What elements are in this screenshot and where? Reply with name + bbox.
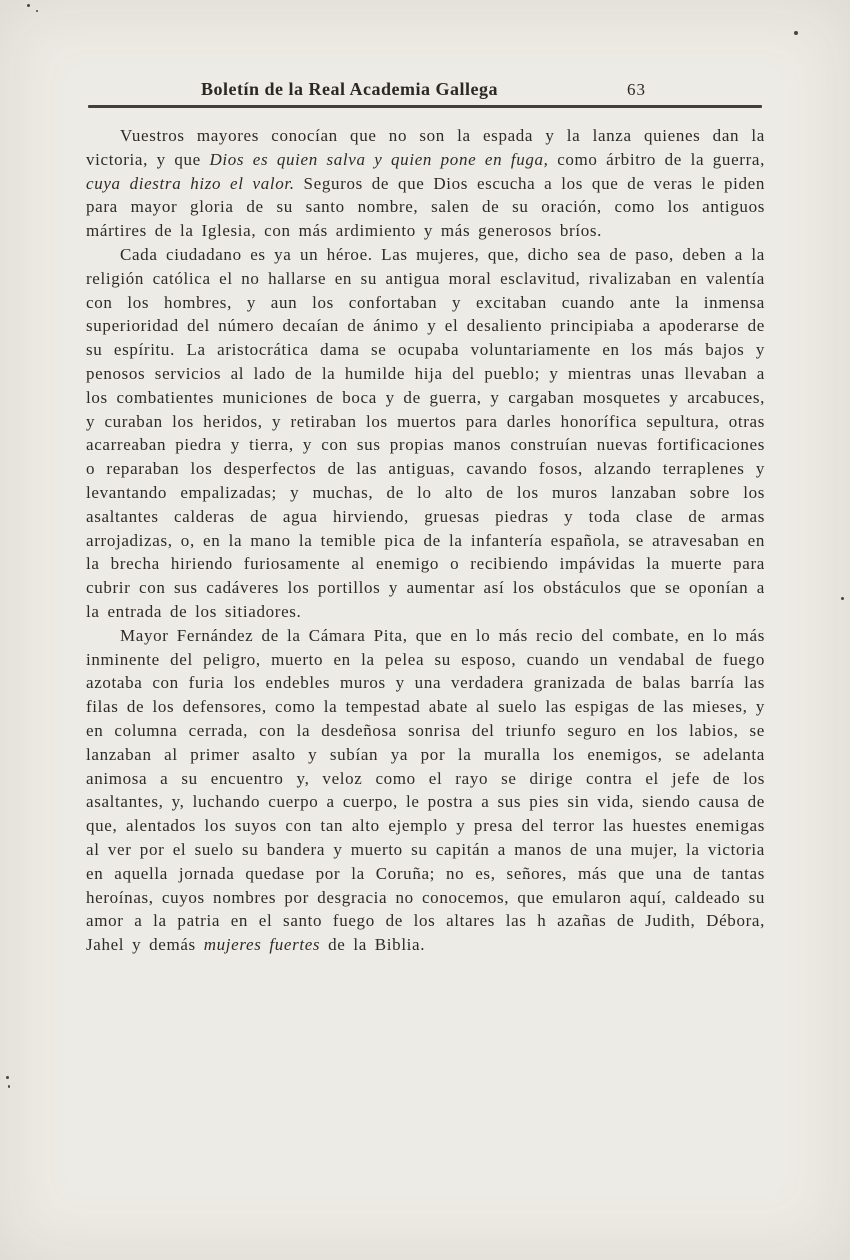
text-run: Cada ciudadano es ya un héroe. Las mujeres, que, dicho sea de paso, deben a la religión católica el no hallarse en su antigua moral esclavitud, rivalizaban en valentía con los hombres, y aun los confortaban y excitaban cuando ante la inmensa superioridad del número decaían de ánimo y el desaliento principiaba a apoderarse de su espíritu. La aristocrática dama se ocupaba voluntariamente en los más bajos y penosos servicios al lado de la humilde hija del pueblo; y mientras unas llevaban a los combatientes municiones de boca y de guerra, y cargaban mosquetes y arcabuces, y curaban los heridos, y retiraban los muertos para darles honorífica sepultura, otras acarreaban piedra y tierra, y con sus propias manos construían nuevas fortificaciones o reparaban los desperfectos de las antiguas, cavando fosos, alzando terraplenes y levantando empalizadas; y muchas, de lo alto de los muros lanzaban sobre los asaltantes calderas de agua hirviendo, gruesas piedras y toda clase de armas arrojadizas, o, en la mano la temible pica de la infantería española, se atravesaban en la brecha hiriendo furiosamente al enemigo o recibiendo impávidas la muerte para cubrir con sus cadáveres los portillos y aumentar así los obstáculos que se oponían a la entrada de los sitiadores. <box>86 244 765 621</box>
scan-artifact <box>794 31 798 35</box>
paragraph-2 <box>86 243 765 624</box>
italic-run: mujeres fuertes <box>203 935 321 955</box>
scan-artifact <box>841 597 844 600</box>
italic-run: Dios es quien salva y quien pone en fuga, <box>209 149 549 169</box>
text-run: Vuestros mayores conocían que no son la espada y la lanza quienes dan la victoria, y que <box>86 126 765 169</box>
paragraph-3 <box>86 624 765 957</box>
scan-artifact <box>36 10 38 12</box>
header-rule <box>88 105 762 108</box>
text-run: como árbitro de la guerra, <box>548 149 765 169</box>
text-run: Seguros de que Dios escucha a los que de veras le piden para mayor gloria de su santo nombre, salen de su oración, como los antiguos mártires de la Iglesia, con más ardimiento y más generosos bríos. <box>86 173 765 241</box>
scan-artifact <box>6 1076 9 1079</box>
scan-artifact <box>27 4 30 7</box>
scan-artifact <box>8 1085 10 1088</box>
text-run: de la Biblia. <box>320 935 426 955</box>
page-header <box>87 79 763 105</box>
page-number: 63 <box>627 80 646 99</box>
italic-run: cuya diestra hizo el valor. <box>86 173 295 193</box>
text-run: Mayor Fernández de la Cámara Pita, que en lo más recio del combate, en lo más inminente del peligro, muerto en la pelea su esposo, cuando un vendabal de fuego azotaba con furia los endebles muros y una verdadera granizada de balas barría las filas de los defensores, como la tempestad abate al suelo las espigas de las mieses, y en columna cerrada, con la desdeñosa sonrisa del triunfo seguro en los labios, se lanzaban al primer asalto y subían ya por la muralla los enemigos, se adelanta animosa a su encuentro y, veloz como el rayo se dirige contra el jefe de los asaltantes, y, luchando cuerpo a cuerpo, le postra a sus pies sin vida, siendo causa de que, alentados los suyos con tan alto ejemplo y presa del terror las huestes enemigas al ver por el suelo su bandera y muerto su capitán a manos de una mujer, la victoria en aquella jornada quedase por la Coruña; no es, señores, más que una de tantas heroínas, cuyos nombres por desgracia no conocemos, que emularon aquí, caldeado su amor a la patria en el santo fuego de los altares las h azañas de Judith, Débora, Jahel y demás <box>86 625 765 955</box>
page-body <box>86 124 765 957</box>
paragraph-1 <box>86 124 765 243</box>
journal-title: Boletín de la Real Academia Gallega <box>201 79 498 99</box>
